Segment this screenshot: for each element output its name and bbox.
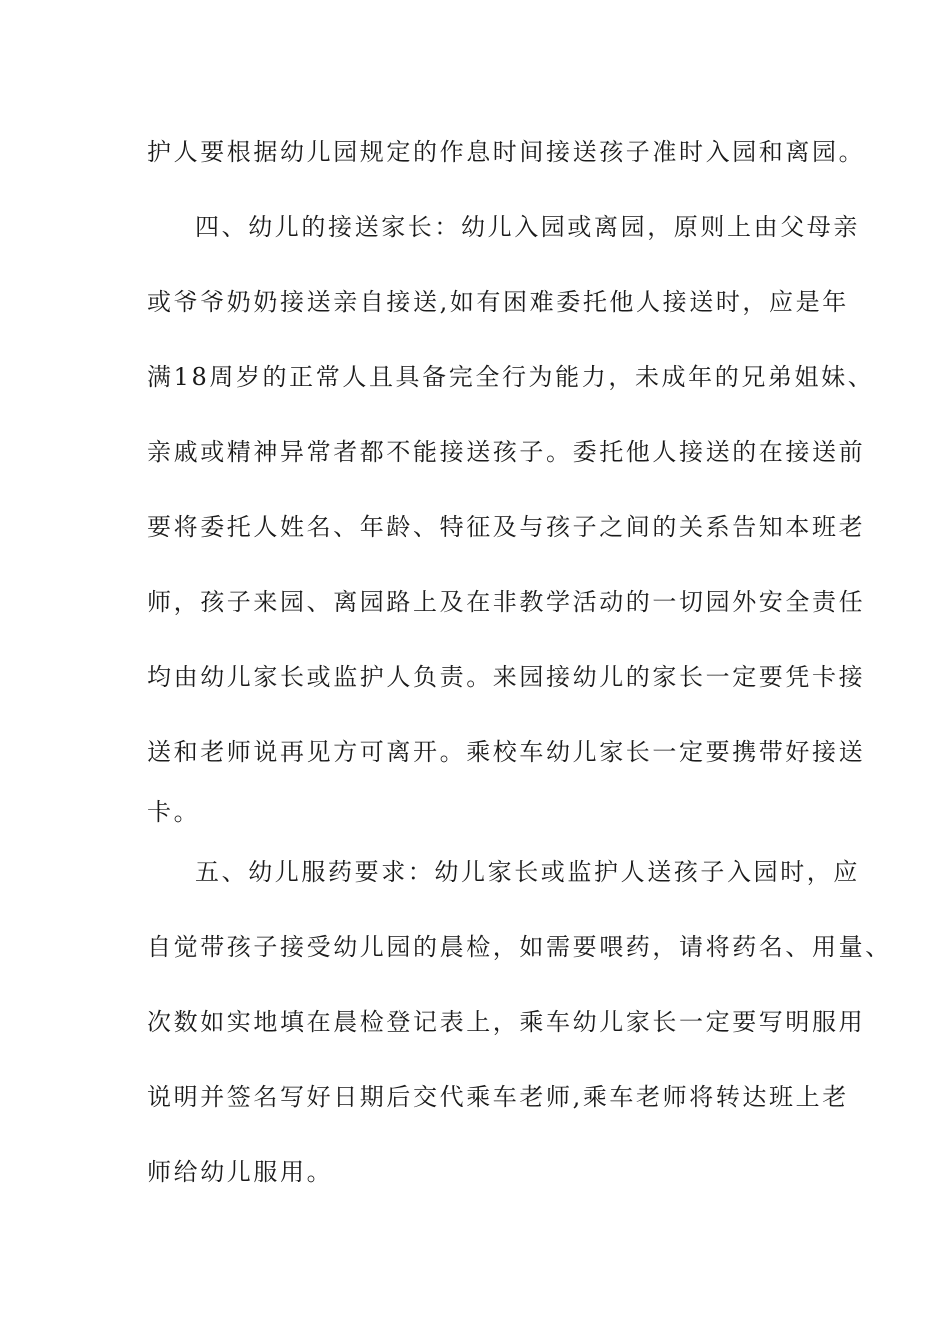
paragraph-line: 护人要根据幼儿园规定的作息时间接送孩子准时入园和离园。	[147, 138, 866, 166]
paragraph-line: 送和老师说再见方可离开。乘校车幼儿家长一定要携带好接送	[147, 738, 866, 766]
paragraph-line: 次数如实地填在晨检登记表上，乘车幼儿家长一定要写明服用	[147, 1008, 866, 1036]
paragraph-line: 卡。	[147, 798, 201, 826]
section-five-heading-line: 五、幼儿服药要求：幼儿家长或监护人送孩子入园时，应	[195, 858, 860, 886]
paragraph-line: 或爷爷奶奶接送亲自接送,如有困难委托他人接送时，应是年	[147, 288, 849, 316]
paragraph-line: 满18周岁的正常人且具备完全行为能力，未成年的兄弟姐妹、	[147, 363, 875, 391]
paragraph-line: 要将委托人姓名、年龄、特征及与孩子之间的关系告知本班老	[147, 513, 866, 541]
paragraph-line: 自觉带孩子接受幼儿园的晨检，如需要喂药，请将药名、用量、	[147, 933, 892, 961]
paragraph-line: 说明并签名写好日期后交代乘车老师,乘车老师将转达班上老	[147, 1083, 849, 1111]
section-four-heading-line: 四、幼儿的接送家长：幼儿入园或离园，原则上由父母亲	[195, 213, 860, 241]
paragraph-line: 均由幼儿家长或监护人负责。来园接幼儿的家长一定要凭卡接	[147, 663, 866, 691]
paragraph-line: 师，孩子来园、离园路上及在非教学活动的一切园外安全责任	[147, 588, 866, 616]
paragraph-line: 亲戚或精神异常者都不能接送孩子。委托他人接送的在接送前	[147, 438, 866, 466]
paragraph-line: 师给幼儿服用。	[147, 1158, 334, 1186]
